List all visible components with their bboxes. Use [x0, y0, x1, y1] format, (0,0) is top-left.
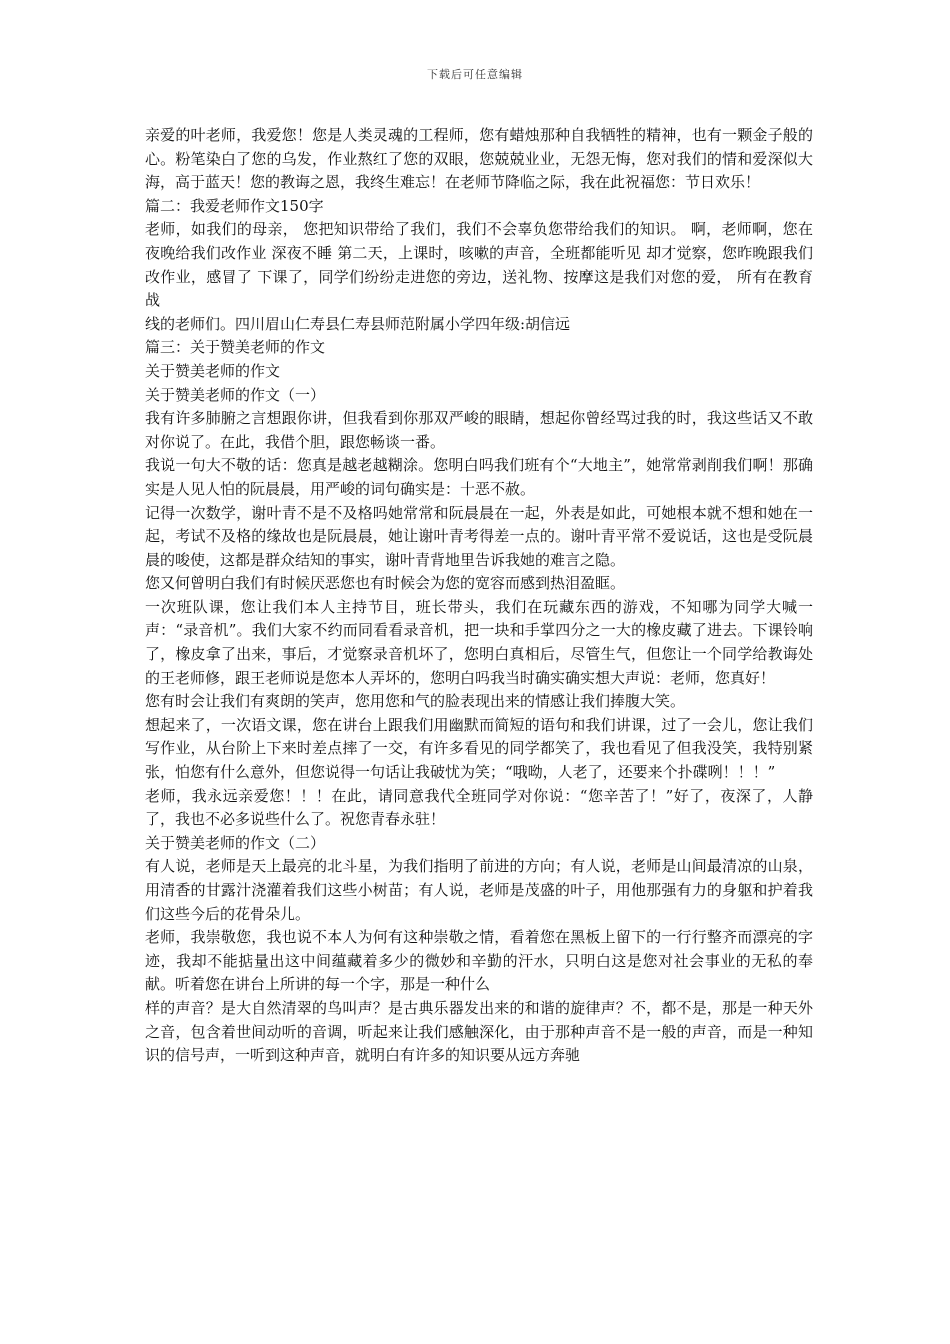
- section-heading: 篇三：关于赞美老师的作文: [145, 338, 326, 357]
- paragraph: 样的声音？是大自然清翠的鸟叫声？是古典乐器发出来的和谐的旋律声？不，都不是，那是一种天外之音，包含着世间动听的音调，听起来让我们感触深化，由于那种声音不是一般的声音，而是一种知识的信号声，一听到这种声音，就明白有许多的知识要从远方奔驰: [145, 998, 813, 1065]
- section-heading: 关于赞美老师的作文: [145, 361, 281, 380]
- paragraph: 老师，我崇敬您，我也说不本人为何有这种崇敬之情，看着您在黑板上留下的一行行整齐而漂亮的字迹，我却不能掂量出这中间蕴藏着多少的微妙和辛勤的汗水，只明白这是您对社会事业的无私的奉献。听着您在讲台上所讲的每一个字，那是一种什么: [145, 928, 813, 994]
- paragraph: 想起来了，一次语文课，您在讲台上跟我们用幽默而简短的语句和我们讲课，过了一会儿，您让我们写作业，从台阶上下来时差点摔了一交，有许多看见的同学都笑了，我也看见了但我没笑，我特别紧张，怕您有什么意外，但您说得一句话让我破忧为笑；“哦呦，人老了，还要来个扑碟咧！！！”: [145, 715, 813, 782]
- paragraph: 我有许多肺腑之言想跟你讲，但我看到你那双严峻的眼睛，想起你曾经骂过我的时，我这些话又不敢对你说了。在此，我借个胆，跟您畅谈一番。: [145, 409, 813, 451]
- paragraph: 线的老师们。四川眉山仁寿县仁寿县师范附属小学四年级:胡信远: [145, 314, 571, 333]
- page-header: 下载后可任意编辑: [427, 68, 523, 81]
- paragraph: 亲爱的叶老师，我爱您！您是人类灵魂的工程师，您有蜡烛那种自我牺牲的精神，也有一颗金子般的心。粉笔染白了您的乌发，作业熬红了您的双眼，您兢兢业业，无怨无悔，您对我们的情和爱深似大海，高于蓝天！您的教诲之恩，我终生难忘！在老师节降临之际，我在此祝福您：节日欢乐！: [145, 126, 813, 192]
- section-heading: 关于赞美老师的作文（二）: [145, 833, 326, 852]
- paragraph: 老师，我永远亲爱您！！！在此，请同意我代全班同学对你说：“您辛苦了！”好了，夜深了，人静了，我也不必多说些什么了。祝您青春永驻！: [145, 786, 813, 829]
- section-heading: 关于赞美老师的作文（一）: [145, 385, 326, 404]
- section-heading: 篇二：我爱老师作文150字: [145, 196, 324, 215]
- paragraph: 有人说，老师是天上最亮的北斗星，为我们指明了前进的方向；有人说，老师是山间最清凉的山泉，用清香的甘露汁浇灌着我们这些小树苗；有人说，老师是茂盛的叶子，用他那强有力的身躯和护着我们这些今后的花骨朵儿。: [145, 857, 813, 923]
- document-body: [145, 124, 813, 1068]
- paragraph: 老师，如我们的母亲， 您把知识带给了我们，我们不会辜负您带给我们的知识。 啊，老师啊，您在夜晚给我们改作业 深夜不睡 第二天，上课时，咳嗽的声音，全班都能听见 却才觉察，您昨晚跟我们改作业，感冒了 下课了，同学们纷纷走进您的旁边，送礼物、按摩这是我们对您的爱， 所有在教育战: [145, 220, 813, 310]
- paragraph: 您又何曾明白我们有时候厌恶您也有时候会为您的宽容而感到热泪盈眶。: [145, 574, 626, 593]
- paragraph: 记得一次数学，谢叶青不是不及格吗她常常和阮晨晨在一起，外表是如此，可她根本就不想和她在一起，考试不及格的缘故也是阮晨晨，她让谢叶青考得差一点的。谢叶青平常不爱说话，这也是受阮晨晨的唆使，这都是群众结知的事实，谢叶青背地里告诉我她的难言之隐。: [145, 503, 813, 569]
- paragraph: 您有时会让我们有爽朗的笑声，您用您和气的脸表现出来的情感让我们捧腹大笑。: [145, 692, 686, 711]
- paragraph: 我说一句大不敬的话：您真是越老越糊涂。您明白吗我们班有个“大地主”，她常常剥削我们啊！那确实是人见人怕的阮晨晨，用严峻的词句确实是：十恶不赦。: [145, 456, 813, 498]
- paragraph: 一次班队课，您让我们本人主持节目，班长带头，我们在玩藏东西的游戏，不知哪为同学大喊一声：“录音机”。我们大家不约而同看看录音机，把一块和手掌四分之一大的橡皮藏了进去。下课铃响了，橡皮拿了出来，事后，才觉察录音机坏了，您明白真相后，尽管生气，但您让一个同学给教诲处的王老师修，跟王老师说是您本人弄坏的，您明白吗我当时确实确实想大声说：老师，您真好！: [145, 597, 813, 687]
